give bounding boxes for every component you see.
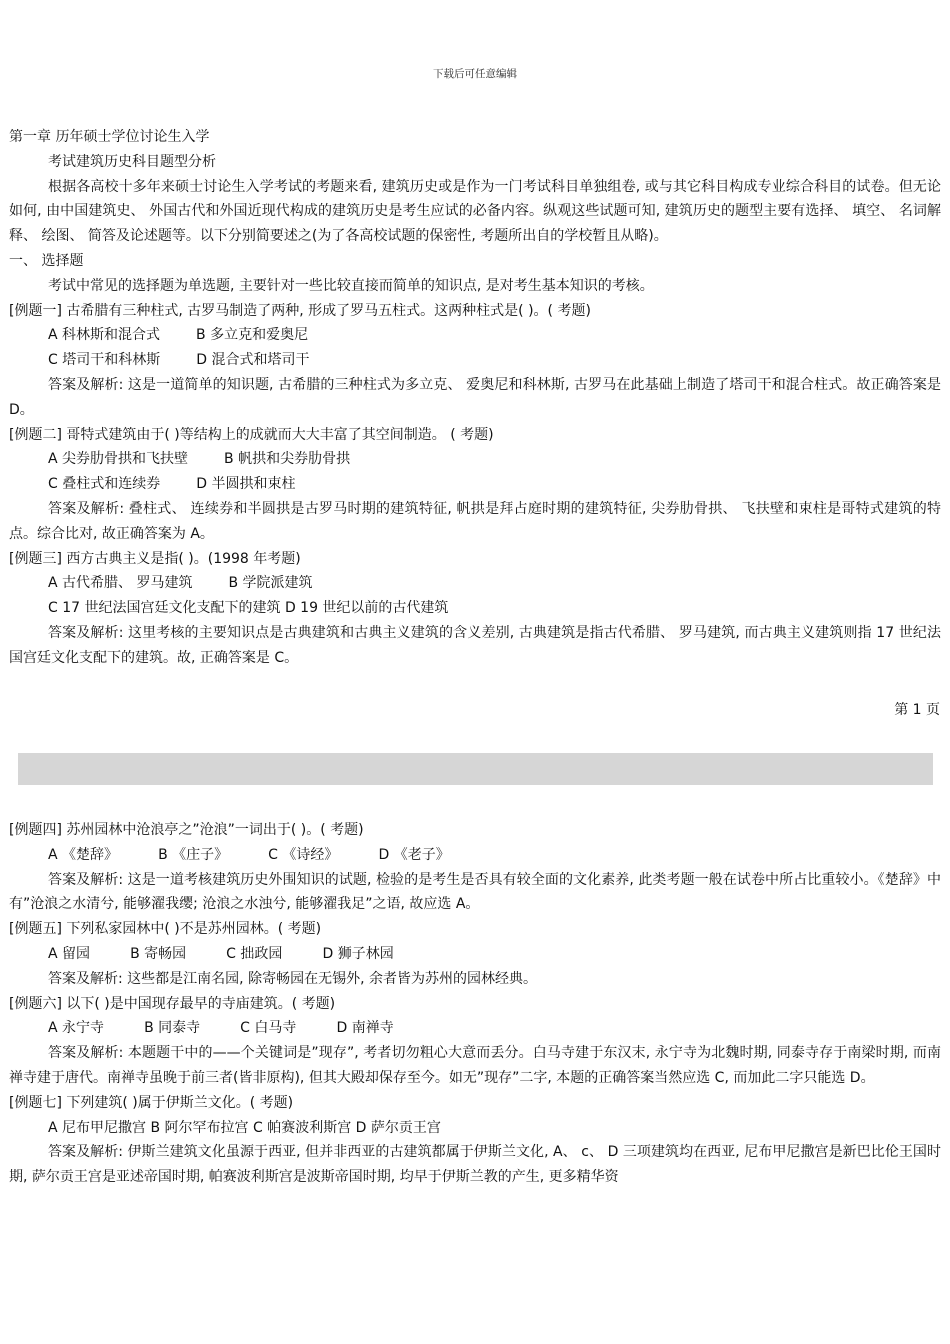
question-5 — [9, 917, 941, 991]
question-stem: [例题三] 西方古典主义是指( )。(1998 年考题) — [9, 550, 301, 567]
question-options: A 《楚辞》 B 《庄子》 C 《诗经》 D 《老子》 — [48, 846, 450, 863]
question-options — [9, 323, 941, 348]
question-4 — [9, 818, 941, 917]
question-6 — [9, 992, 941, 1091]
answer-explanation: 答案及解析: 叠柱式、 连续券和半圆拱是古罗马时期的建筑特征, 帆拱是拜占庭时期的建筑特征, 尖券肋骨拱、 飞扶壁和束柱是哥特式建筑的特点。综合比对, 故正确答案为 A。 — [9, 500, 941, 542]
section-heading: 一、 选择题 — [9, 252, 84, 269]
option-a: A 科林斯和混合式 — [48, 327, 161, 344]
question-1 — [9, 299, 941, 423]
intro-paragraph: 根据各高校十多年来硕士讨论生入学考试的考题来看, 建筑历史或是作为一门考试科目单独组卷, 或与其它科目构成专业综合科目的试卷。但无论如何, 由中国建筑史、 外国古代和外国近现代构成的建筑历史是考生应试的必备内容。纵观这些试题可知, 建筑历史的题型主要有选择、 填空、 名词解释、 绘图、 简答及论述题等。以下分别简要述之(为了各高校试题的保密性, 考题所出自的学校暂且从略)。 — [9, 178, 941, 245]
question-stem: [例题一] 古希腊有三种柱式, 古罗马制造了两种, 形成了罗马五柱式。这两种柱式是( )。( 考题) — [9, 302, 591, 319]
question-stem: [例题七] 下列建筑( )属于伊斯兰文化。( 考题) — [9, 1094, 294, 1111]
question-options — [9, 348, 941, 373]
document-page-1 — [9, 125, 941, 671]
answer-explanation: 答案及解析: 这些都是江南名园, 除寄畅园在无锡外, 余者皆为苏州的园林经典。 — [48, 970, 537, 987]
page-header-text: 下载后可任意编辑 — [433, 68, 517, 80]
chapter-subtitle: 考试建筑历史科目题型分析 — [48, 153, 216, 170]
question-options: C 17 世纪法国宫廷文化支配下的建筑 D 19 世纪以前的古代建筑 — [48, 600, 449, 617]
option-d: D 半圆拱和束柱 — [196, 476, 296, 493]
page-number: 第 1 页 — [894, 702, 940, 718]
option-a: A 尖券肋骨拱和飞扶壁 — [48, 451, 189, 468]
question-stem: [例题四] 苏州园林中沧浪亭之”沧浪”一词出于( )。( 考题) — [9, 822, 364, 838]
question-7 — [9, 1091, 941, 1190]
answer-explanation: 答案及解析: 这是一道考核建筑历史外围知识的试题, 检验的是考生是否具有较全面的文化素养, 此类考题一般在试卷中所占比重较小。《楚辞》中有”沧浪之水清兮, 能够濯我缨; 沧浪之水浊兮, 能够濯我足”之语, 故应选 A。 — [9, 871, 941, 913]
question-3 — [9, 547, 941, 671]
question-options — [9, 447, 941, 472]
question-options — [9, 571, 941, 596]
question-2 — [9, 423, 941, 547]
document-page-2 — [9, 818, 941, 1190]
option-b: B 帆拱和尖券肋骨拱 — [224, 451, 351, 468]
question-options: A 留园 B 寄畅园 C 拙政园 D 狮子林园 — [48, 945, 394, 962]
answer-explanation: 答案及解析: 这里考核的主要知识点是古典建筑和古典主义建筑的含义差别, 古典建筑是指古代希腊、 罗马建筑, 而古典主义建筑则指 17 世纪法国宫廷文化支配下的建筑。故, 正确答案是 C。 — [9, 624, 941, 666]
option-d: D 混合式和塔司干 — [196, 352, 310, 369]
option-c: C 叠柱式和连续券 — [48, 476, 161, 493]
answer-explanation: 答案及解析: 伊斯兰建筑文化虽源于西亚, 但并非西亚的古建筑都属于伊斯兰文化, A、 c、 D 三项建筑均在西亚, 尼布甲尼撒宫是新巴比伦王国时期, 萨尔贡王宫是亚述帝国时期, 帕赛波利斯宫是波斯帝国时期, 均早于伊斯兰教的产生, 更多精华资 — [9, 1144, 941, 1186]
option-b: B 学院派建筑 — [228, 575, 313, 592]
chapter-title: 第一章 历年硕士学位讨论生入学 — [9, 129, 210, 145]
page-separator — [18, 753, 933, 785]
question-stem: [例题六] 以下( )是中国现存最早的寺庙建筑。( 考题) — [9, 995, 336, 1012]
question-stem: [例题二] 哥特式建筑由于( )等结构上的成就而大大丰富了其空间制造。 ( 考题) — [9, 426, 494, 443]
question-stem: [例题五] 下列私家园林中( )不是苏州园林。( 考题) — [9, 921, 322, 938]
question-options: A 永宁寺 B 同泰寺 C 白马寺 D 南禅寺 — [48, 1020, 394, 1037]
section-description: 考试中常见的选择题为单选题, 主要针对一些比较直接而简单的知识点, 是对考生基本知识的考核。 — [48, 277, 654, 294]
option-b: B 多立克和爱奥尼 — [196, 327, 309, 344]
answer-explanation: 答案及解析: 这是一道简单的知识题, 古希腊的三种柱式为多立克、 爱奥尼和科林斯, 古罗马在此基础上制造了塔司干和混合柱式。故正确答案是 D。 — [9, 376, 941, 418]
answer-explanation: 答案及解析: 本题题干中的——个关键词是”现存”, 考者切勿粗心大意而丢分。白马寺建于东汉末, 永宁寺为北魏时期, 同泰寺存于南梁时期, 而南禅寺建于唐代。南禅寺虽晚于前三者(皆非原构), 但其大殿却保存至今。如无”现存”二字, 本题的正确答案当然应选 C, 而加此二字只能选 D。 — [9, 1045, 941, 1086]
question-options — [9, 472, 941, 497]
option-a: A 古代希腊、 罗马建筑 — [48, 575, 193, 592]
option-c: C 塔司干和科林斯 — [48, 352, 161, 369]
question-options: A 尼布甲尼撒宫 B 阿尔罕布拉宫 C 帕赛波利斯宫 D 萨尔贡王宫 — [48, 1119, 441, 1136]
